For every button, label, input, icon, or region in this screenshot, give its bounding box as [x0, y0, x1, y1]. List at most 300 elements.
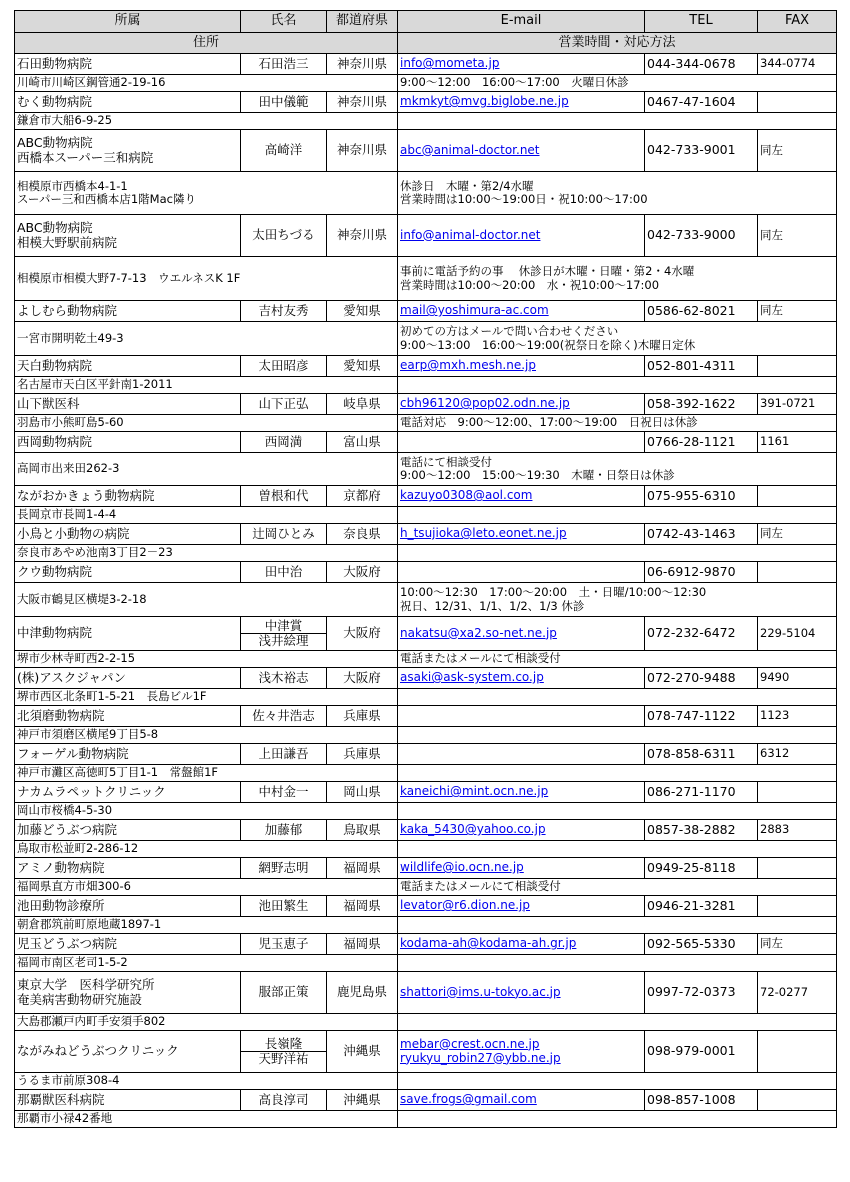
- tel-cell: [645, 356, 758, 377]
- tel-cell: [645, 858, 758, 879]
- prefecture-text: 沖縄県: [343, 1043, 381, 1059]
- entry-main-row: [15, 92, 837, 113]
- name-cell: [241, 1090, 327, 1111]
- address-cell: [15, 1111, 398, 1128]
- entry-detail-row: [15, 803, 837, 820]
- fax-text: 344-0774: [760, 56, 816, 71]
- fax-cell: [758, 820, 837, 841]
- tel-text: 078-858-6311: [647, 745, 736, 761]
- address-text: 堺市少林寺町西2-2-15: [17, 651, 136, 666]
- entry-main-row: [15, 896, 837, 917]
- entry-detail-row: [15, 955, 837, 972]
- tel-cell: [645, 215, 758, 257]
- prefecture-text: 沖縄県: [343, 1091, 381, 1107]
- prefecture-text: 鳥取県: [343, 821, 381, 837]
- prefecture-cell: [327, 356, 398, 377]
- address-text: 相模原市相模大野7-7-13 ウエルネスK 1F: [17, 270, 241, 285]
- affiliation-text: 児玉どうぶつ病院: [17, 935, 118, 951]
- entry-main-row: [15, 130, 837, 172]
- email-cell: [398, 54, 645, 75]
- tel-cell: [645, 668, 758, 689]
- name-text: 中村金一: [258, 783, 309, 799]
- fax-cell: [758, 744, 837, 765]
- entry-main-row: [15, 744, 837, 765]
- name-cell: [241, 668, 327, 689]
- name-text: 石田浩三: [258, 55, 309, 71]
- fax-text: 72-0277: [760, 984, 809, 999]
- fax-text: 2883: [760, 822, 790, 837]
- hours-cell: [398, 955, 837, 972]
- email-link[interactable]: shattori@ims.u-tokyo.ac.jp: [400, 984, 561, 999]
- affiliation-text: ABC動物病院 西橋本スーパー三和病院: [17, 135, 154, 165]
- hours-cell: [398, 377, 837, 394]
- affiliation-text: ナカムラペットクリニック: [17, 783, 166, 799]
- entry-detail-row: [15, 1073, 837, 1090]
- fax-cell: [758, 486, 837, 507]
- email-cell: [398, 934, 645, 955]
- tel-text: 072-270-9488: [647, 669, 736, 685]
- email-cell: [398, 486, 645, 507]
- name-cell: [241, 617, 327, 651]
- hours-cell: [398, 689, 837, 706]
- prefecture-cell: [327, 896, 398, 917]
- entry-detail-row: [15, 377, 837, 394]
- tel-text: 042-733-9000: [647, 227, 736, 243]
- fax-cell: [758, 1031, 837, 1073]
- fax-text: 同左: [760, 142, 783, 157]
- name-text: 辻岡ひとみ: [252, 525, 315, 541]
- address-text: 高岡市出来田262-3: [17, 461, 120, 476]
- prefecture-cell: [327, 972, 398, 1014]
- address-text: 岡山市桜橋4-5-30: [17, 803, 113, 818]
- hours-cell: [398, 765, 837, 782]
- tel-text: 075-955-6310: [647, 487, 736, 503]
- name-text: 高良淳司: [258, 1091, 309, 1107]
- email-cell: [398, 972, 645, 1014]
- address-cell: [15, 689, 398, 706]
- address-text: 鎌倉市大船6-9-25: [17, 113, 113, 128]
- fax-cell: [758, 617, 837, 651]
- name-text: 田中治: [264, 563, 303, 579]
- affiliation-cell: [15, 92, 241, 113]
- prefecture-text: 岐阜県: [343, 395, 381, 411]
- prefecture-text: 兵庫県: [343, 745, 381, 761]
- prefecture-text: 愛知県: [343, 302, 381, 318]
- entry-main-row: [15, 820, 837, 841]
- email-link[interactable]: kaneichi@mint.ocn.ne.jp: [400, 784, 549, 799]
- entry-detail-row: [15, 415, 837, 432]
- affiliation-text: よしむら動物病院: [17, 302, 118, 318]
- address-cell: [15, 545, 398, 562]
- affiliation-text: クウ動物病院: [17, 563, 93, 579]
- email-link[interactable]: save.frogs@gmail.com: [400, 1092, 537, 1107]
- name-cell: [241, 934, 327, 955]
- hours-text: 電話対応 9:00～12:00、17:00～19:00 日祝日は休診: [400, 415, 698, 430]
- tel-cell: [645, 130, 758, 172]
- hours-cell: [398, 727, 837, 744]
- email-link[interactable]: info@animal-doctor.net: [400, 227, 541, 242]
- tel-cell: [645, 972, 758, 1014]
- prefecture-text: 福岡県: [343, 859, 381, 875]
- email-link[interactable]: earp@mxh.mesh.ne.jp: [400, 358, 536, 373]
- prefecture-cell: [327, 782, 398, 803]
- email-link-secondary[interactable]: ryukyu_robin27@ybb.ne.jp: [400, 1050, 561, 1065]
- address-cell: [15, 583, 398, 617]
- fax-text: 同左: [760, 936, 783, 951]
- affiliation-cell: [15, 1090, 241, 1111]
- address-text: 大阪市鶴見区横堤3-2-18: [17, 591, 147, 606]
- address-cell: [15, 377, 398, 394]
- fax-cell: [758, 356, 837, 377]
- address-text: 福岡市南区老司1-5-2: [17, 955, 128, 970]
- entry-main-row: [15, 706, 837, 727]
- prefecture-text: 奈良県: [343, 525, 381, 541]
- hours-cell: [398, 1014, 837, 1031]
- entry-main-row: [15, 1031, 837, 1073]
- email-cell: [398, 356, 645, 377]
- email-cell: [398, 92, 645, 113]
- address-cell: [15, 879, 398, 896]
- address-text: 神戸市灘区高徳町5丁目1-1 常盤館1F: [17, 765, 219, 780]
- prefecture-text: 神奈川県: [336, 227, 387, 243]
- address-text: 一宮市開明乾土49-3: [17, 330, 124, 345]
- email-link[interactable]: kazuyo0308@aol.com: [400, 488, 533, 503]
- affiliation-cell: [15, 820, 241, 841]
- hours-text: 電話またはメールにて相談受付: [400, 651, 561, 666]
- hours-cell: [398, 803, 837, 820]
- tel-text: 092-565-5330: [647, 935, 736, 951]
- fax-cell: [758, 782, 837, 803]
- fax-text: 1123: [760, 708, 790, 723]
- affiliation-text: 北須磨動物病院: [17, 707, 105, 723]
- prefecture-cell: [327, 934, 398, 955]
- email-link[interactable]: h_tsujioka@leto.eonet.ne.jp: [400, 526, 567, 541]
- affiliation-cell: [15, 706, 241, 727]
- affiliation-text: 中津動物病院: [17, 625, 93, 641]
- hours-text: 9:00～12:00 16:00～17:00 火曜日休診: [400, 75, 629, 90]
- address-cell: [15, 803, 398, 820]
- email-link[interactable]: kodama-ah@kodama-ah.gr.jp: [400, 936, 577, 951]
- name-cell: [241, 896, 327, 917]
- email-cell: [398, 562, 645, 583]
- entry-main-row: [15, 972, 837, 1014]
- prefecture-text: 岡山県: [343, 783, 381, 799]
- entry-detail-row: [15, 879, 837, 896]
- affiliation-cell: [15, 972, 241, 1014]
- entry-main-row: [15, 54, 837, 75]
- name-text: 上田謙吾: [258, 745, 309, 761]
- email-link[interactable]: mail@yoshimura-ac.com: [400, 303, 549, 318]
- affiliation-cell: [15, 301, 241, 322]
- affiliation-cell: [15, 562, 241, 583]
- tel-text: 052-801-4311: [647, 357, 736, 373]
- prefecture-text: 神奈川県: [336, 93, 387, 109]
- email-link[interactable]: asaki@ask-system.co.jp: [400, 670, 544, 685]
- prefecture-text: 兵庫県: [343, 707, 381, 723]
- prefecture-text: 京都府: [343, 487, 381, 503]
- email-link[interactable]: mkmkyt@mvg.biglobe.ne.jp: [400, 94, 569, 109]
- name-cell: [241, 394, 327, 415]
- hours-cell: [398, 1073, 837, 1090]
- fax-text: 9490: [760, 670, 790, 685]
- fax-cell: [758, 1090, 837, 1111]
- fax-cell: [758, 706, 837, 727]
- entry-main-row: [15, 394, 837, 415]
- fax-cell: [758, 972, 837, 1014]
- email-cell: [398, 524, 645, 545]
- prefecture-cell: [327, 215, 398, 257]
- affiliation-text: ABC動物病院 相模大野駅前病院: [17, 220, 118, 250]
- tel-cell: [645, 54, 758, 75]
- email-link[interactable]: cbh96120@pop02.odn.ne.jp: [400, 396, 570, 411]
- entry-main-row: [15, 562, 837, 583]
- hours-text: 電話またはメールにて相談受付: [400, 879, 561, 894]
- email-cell: [398, 858, 645, 879]
- entry-detail-row: [15, 1111, 837, 1128]
- header-email: E-mail: [398, 11, 645, 33]
- tel-text: 098-857-1008: [647, 1091, 736, 1107]
- name-text: 長嶺隆: [241, 1037, 327, 1052]
- prefecture-cell: [327, 54, 398, 75]
- affiliation-cell: [15, 394, 241, 415]
- fax-cell: [758, 301, 837, 322]
- name-text: 田中儀範: [258, 93, 309, 109]
- email-link[interactable]: wildlife@io.ocn.ne.jp: [400, 860, 524, 875]
- subheader-row: [15, 33, 837, 54]
- entry-detail-row: [15, 727, 837, 744]
- address-text: 那覇市小禄42番地: [17, 1111, 113, 1126]
- affiliation-text: (株)アスクジャパン: [17, 669, 127, 685]
- affiliation-cell: [15, 617, 241, 651]
- name-cell: [241, 130, 327, 172]
- address-cell: [15, 1073, 398, 1090]
- prefecture-text: 福岡県: [343, 897, 381, 913]
- affiliation-cell: [15, 524, 241, 545]
- email-cell: [398, 1031, 645, 1073]
- fax-text: 6312: [760, 746, 790, 761]
- affiliation-text: 西岡動物病院: [17, 433, 93, 449]
- name-text: 中津賞: [241, 619, 327, 634]
- address-cell: [15, 257, 398, 301]
- affiliation-cell: [15, 1031, 241, 1073]
- email-cell: [398, 1090, 645, 1111]
- tel-cell: [645, 301, 758, 322]
- name-cell: [241, 1031, 327, 1073]
- affiliation-cell: [15, 668, 241, 689]
- name-text: 太田昭彦: [258, 357, 309, 373]
- entry-main-row: [15, 215, 837, 257]
- fax-cell: [758, 394, 837, 415]
- name-cell: [241, 215, 327, 257]
- address-cell: [15, 917, 398, 934]
- address-cell: [15, 841, 398, 858]
- entry-detail-row: [15, 453, 837, 486]
- tel-cell: [645, 934, 758, 955]
- hours-cell: [398, 841, 837, 858]
- email-link[interactable]: levator@r6.dion.ne.jp: [400, 898, 531, 913]
- tel-text: 06-6912-9870: [647, 563, 736, 579]
- hours-cell: [398, 545, 837, 562]
- tel-text: 0766-28-1121: [647, 433, 736, 449]
- header-tel: TEL: [645, 11, 758, 33]
- tel-text: 0586-62-8021: [647, 302, 736, 318]
- prefecture-cell: [327, 432, 398, 453]
- prefecture-cell: [327, 706, 398, 727]
- affiliation-text: フォーゲル動物病院: [17, 745, 129, 761]
- address-text: うるま市前原308-4: [17, 1073, 120, 1088]
- tel-text: 072-232-6472: [647, 625, 736, 641]
- entry-main-row: [15, 858, 837, 879]
- prefecture-cell: [327, 820, 398, 841]
- affiliation-text: 小鳥と小動物の病院: [17, 525, 130, 541]
- email-link[interactable]: kaka_5430@yahoo.co.jp: [400, 822, 546, 837]
- entry-detail-row: [15, 507, 837, 524]
- address-cell: [15, 113, 398, 130]
- entry-detail-row: [15, 917, 837, 934]
- name-text: 児玉恵子: [258, 935, 309, 951]
- entry-detail-row: [15, 113, 837, 130]
- entry-main-row: [15, 934, 837, 955]
- entry-main-row: [15, 486, 837, 507]
- tel-text: 0997-72-0373: [647, 984, 736, 1000]
- tel-cell: [645, 896, 758, 917]
- fax-text: 同左: [760, 526, 783, 541]
- name-text: 加藤郁: [264, 821, 303, 837]
- fax-cell: [758, 562, 837, 583]
- entry-detail-row: [15, 1014, 837, 1031]
- fax-text: 同左: [760, 303, 783, 318]
- affiliation-text: 東京大学 医科学研究所 奄美病害動物研究施設: [17, 977, 155, 1007]
- affiliation-cell: [15, 486, 241, 507]
- address-text: 名古屋市天白区平針南1-2011: [17, 377, 173, 392]
- header-hours: 営業時間・対応方法: [398, 33, 837, 54]
- prefecture-text: 鹿児島県: [336, 984, 387, 1000]
- tel-text: 098-979-0001: [647, 1043, 736, 1059]
- affiliation-text: ながおかきょう動物病院: [17, 487, 155, 503]
- email-link[interactable]: abc@animal-doctor.net: [400, 142, 540, 157]
- entry-detail-row: [15, 583, 837, 617]
- tel-cell: [645, 1031, 758, 1073]
- address-cell: [15, 955, 398, 972]
- affiliation-text: ながみねどうぶつクリニック: [17, 1043, 179, 1059]
- name-cell: [241, 92, 327, 113]
- tel-cell: [645, 782, 758, 803]
- email-cell: [398, 432, 645, 453]
- tel-cell: [645, 562, 758, 583]
- address-text: 相模原市西橋本4-1-1 スーパー三和西橋本店1階Mac隣り: [17, 178, 196, 206]
- hours-cell: [398, 1111, 837, 1128]
- affiliation-cell: [15, 934, 241, 955]
- hours-cell: [398, 917, 837, 934]
- hours-cell: [398, 172, 837, 215]
- address-cell: [15, 322, 398, 356]
- tel-cell: [645, 92, 758, 113]
- name-text-secondary: 天野洋祐: [258, 1051, 309, 1066]
- email-cell: [398, 394, 645, 415]
- prefecture-cell: [327, 1090, 398, 1111]
- hours-cell: [398, 879, 837, 896]
- address-text: 奈良市あやめ池南3丁目2－23: [17, 545, 173, 560]
- entry-detail-row: [15, 172, 837, 215]
- affiliation-cell: [15, 896, 241, 917]
- affiliation-text: むく動物病院: [17, 93, 93, 109]
- email-cell: [398, 896, 645, 917]
- prefecture-text: 愛知県: [343, 357, 381, 373]
- name-text: 吉村友秀: [258, 302, 309, 318]
- email-cell: [398, 782, 645, 803]
- name-text: 網野志明: [258, 859, 309, 875]
- fax-cell: [758, 524, 837, 545]
- header-affiliation: 所属: [15, 11, 241, 33]
- name-cell: [241, 486, 327, 507]
- address-text: 川崎市川崎区鋼管通2-19-16: [17, 75, 166, 90]
- address-text: 福岡県直方市畑300-6: [17, 879, 131, 894]
- fax-cell: [758, 130, 837, 172]
- name-text: 服部正策: [258, 984, 309, 1000]
- address-cell: [15, 507, 398, 524]
- entry-main-row: [15, 432, 837, 453]
- affiliation-cell: [15, 356, 241, 377]
- header-prefecture: 都道府県: [327, 11, 398, 33]
- entry-detail-row: [15, 841, 837, 858]
- affiliation-cell: [15, 744, 241, 765]
- address-text: 神戸市須磨区横尾9丁目5-8: [17, 727, 159, 742]
- name-cell: [241, 858, 327, 879]
- prefecture-cell: [327, 130, 398, 172]
- header-fax: FAX: [758, 11, 837, 33]
- hours-cell: [398, 651, 837, 668]
- name-cell: [241, 524, 327, 545]
- name-cell: [241, 54, 327, 75]
- affiliation-text: 山下獣医科: [17, 395, 80, 411]
- prefecture-cell: [327, 524, 398, 545]
- email-cell: [398, 744, 645, 765]
- entry-main-row: [15, 524, 837, 545]
- fax-text: 同左: [760, 227, 783, 242]
- name-text: 佐々井浩志: [252, 707, 315, 723]
- entry-main-row: [15, 356, 837, 377]
- affiliation-cell: [15, 432, 241, 453]
- tel-text: 0946-21-3281: [647, 897, 736, 913]
- email-link[interactable]: mebar@crest.ocn.ne.jp: [400, 1036, 540, 1051]
- affiliation-cell: [15, 215, 241, 257]
- tel-cell: [645, 706, 758, 727]
- prefecture-cell: [327, 617, 398, 651]
- tel-text: 044-344-0678: [647, 55, 736, 71]
- entry-main-row: [15, 617, 837, 651]
- tel-cell: [645, 744, 758, 765]
- entry-detail-row: [15, 545, 837, 562]
- hours-text: 休診日 木曜・第2/4水曜 営業時間は10:00～19:00日・祝10:00～17:00: [400, 178, 648, 206]
- email-link[interactable]: info@mometa.jp: [400, 56, 500, 71]
- name-cell: [241, 820, 327, 841]
- address-cell: [15, 172, 398, 215]
- prefecture-text: 富山県: [343, 433, 381, 449]
- fax-cell: [758, 215, 837, 257]
- fax-cell: [758, 858, 837, 879]
- entry-detail-row: [15, 75, 837, 92]
- prefecture-cell: [327, 394, 398, 415]
- address-text: 長岡京市長岡1-4-4: [17, 507, 117, 522]
- prefecture-text: 大阪府: [343, 625, 381, 641]
- fax-cell: [758, 54, 837, 75]
- entry-main-row: [15, 1090, 837, 1111]
- address-text: 鳥取市松並町2-286-12: [17, 841, 139, 856]
- email-link[interactable]: nakatsu@xa2.so-net.ne.jp: [400, 625, 557, 640]
- hours-cell: [398, 415, 837, 432]
- name-cell: [241, 432, 327, 453]
- affiliation-text: 池田動物診療所: [17, 897, 105, 913]
